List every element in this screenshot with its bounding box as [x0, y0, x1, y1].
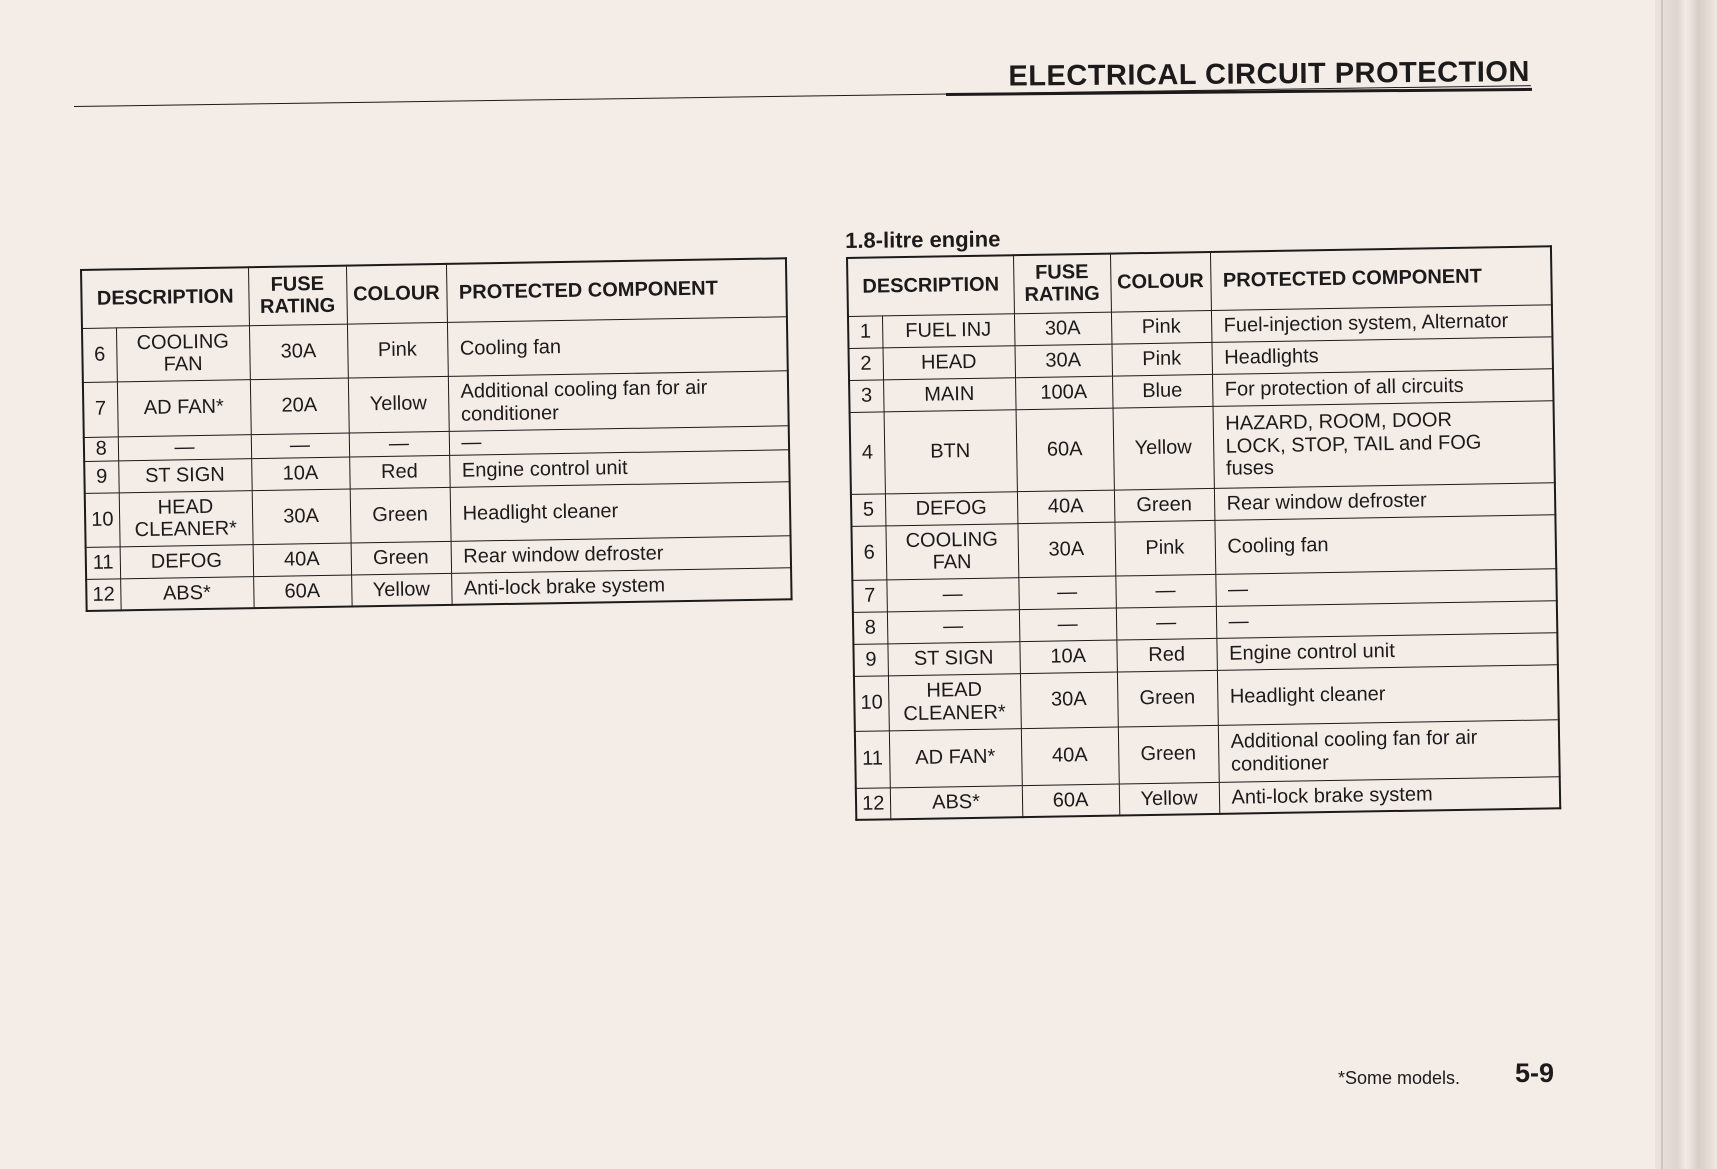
fuse-rating: 40A [1017, 490, 1115, 524]
fuse-description-line: CLEANER* [903, 700, 1006, 725]
protected-component-line: fuses [1225, 457, 1275, 480]
column-header-fuse-rating-line2: RATING [1024, 283, 1100, 307]
protected-component-line: Anti-lock brake system [463, 573, 666, 600]
fuse-number: 12 [856, 787, 891, 820]
column-header-fuse-rating-line1: FUSE [270, 272, 325, 296]
fuse-colour: Red [349, 455, 450, 489]
fuse-colour: — [1115, 574, 1216, 608]
fuse-description [116, 325, 250, 381]
fuse-description-line: ST SIGN [913, 646, 994, 670]
fuse-description [882, 313, 1015, 347]
fuse-colour: Pink [347, 322, 448, 378]
column-header-fuse-rating-line2: RATING [259, 295, 336, 319]
column-header-protected-component: PROTECTED COMPONENT [1210, 246, 1552, 310]
fuse-description [889, 728, 1022, 787]
fuse-colour: Yellow [348, 376, 449, 433]
fuse-table-right [846, 245, 1561, 821]
fuse-rating: 10A [251, 457, 350, 491]
protected-component-line: — [1228, 610, 1249, 633]
protected-component-line: conditioner [460, 401, 559, 426]
fuse-table-left [80, 257, 793, 612]
protected-component [450, 481, 791, 541]
fuse-number: 8 [84, 436, 118, 461]
fuse-number: 12 [86, 578, 121, 611]
protected-component [1218, 719, 1560, 782]
column-header-protected-component: PROTECTED COMPONENT [446, 258, 787, 322]
fuse-description-line: HEAD [920, 350, 977, 374]
fuse-number: 6 [82, 327, 117, 382]
fuse-description-line: FUEL INJ [905, 318, 992, 342]
fuse-colour: Pink [1111, 342, 1212, 376]
fuse-description-line: COOLING [136, 330, 230, 354]
fuse-description-line: FAN [163, 352, 203, 376]
fuse-description-line: DEFOG [150, 549, 223, 573]
fuse-rating: 30A [1014, 312, 1112, 346]
fuse-description-line: AD FAN* [915, 745, 996, 770]
protected-component-line: Cooling fan [459, 335, 562, 360]
protected-component-line: HAZARD, ROOM, DOOR [1225, 409, 1453, 436]
fuse-number: 3 [849, 379, 884, 412]
protected-component-line: Headlights [1224, 344, 1319, 369]
fuse-description [120, 576, 254, 610]
protected-component-line: Anti-lock brake system [1231, 782, 1433, 809]
protected-component [448, 370, 789, 431]
fuse-number: 7 [83, 381, 118, 437]
protected-component [1219, 776, 1560, 814]
column-header-fuse-rating [1013, 254, 1111, 314]
page-number: 5-9 [1515, 1058, 1555, 1088]
fuse-description-line: MAIN [924, 382, 975, 406]
fuse-number: 5 [851, 493, 886, 526]
fuse-colour: Green [1117, 670, 1218, 727]
fuse-description-line: — [942, 614, 964, 638]
fuse-description [883, 377, 1016, 411]
fuse-number: 8 [853, 611, 888, 644]
section-title: 1.8-litre engine [845, 226, 1001, 253]
fuse-description [118, 434, 251, 460]
fuse-colour: Pink [1111, 310, 1212, 344]
fuse-colour: — [349, 431, 449, 457]
protected-component [1214, 514, 1556, 574]
protected-component-line: Cooling fan [1227, 533, 1329, 558]
protected-component-line: — [1227, 578, 1249, 601]
fuse-number: 4 [850, 411, 885, 494]
fuse-description-line: CLEANER* [134, 517, 238, 542]
fuse-colour: Blue [1112, 374, 1213, 408]
fuse-description [884, 409, 1017, 493]
fuse-colour: Green [351, 541, 452, 575]
fuse-description-line: DEFOG [915, 496, 987, 520]
fuse-rating: 20A [250, 378, 349, 435]
fuse-colour: Green [1114, 488, 1215, 522]
fuse-number: 10 [85, 492, 120, 547]
fuse-number: 2 [849, 347, 884, 380]
column-header-description: DESCRIPTION [847, 255, 1014, 316]
protected-component-line: For protection of all circuits [1224, 374, 1464, 401]
fuse-number: 1 [848, 315, 883, 348]
table-row [850, 400, 1555, 494]
protected-component-line: Rear window defroster [463, 542, 664, 568]
fuse-description-line: — [942, 582, 963, 606]
protected-component-line: conditioner [1230, 751, 1329, 776]
fuse-rating: 10A [1019, 640, 1117, 674]
fuse-number: 6 [851, 525, 886, 580]
fuse-description [883, 345, 1016, 379]
protected-component-line: Additional cooling fan for air [1230, 726, 1478, 753]
fuse-number: 7 [852, 579, 887, 612]
fuse-description-line: HEAD [926, 678, 983, 702]
fuse-description [890, 785, 1023, 819]
fuse-description-line: FAN [932, 550, 972, 574]
fuse-rating: 60A [1016, 408, 1114, 492]
fuse-rating: 30A [249, 324, 348, 380]
fuse-rating: 30A [1014, 344, 1112, 378]
fuse-rating: — [1018, 576, 1116, 610]
fuse-rating: 60A [253, 575, 352, 609]
protected-component-line: Engine control unit [1228, 639, 1395, 665]
fuse-rating: 40A [1021, 727, 1119, 786]
fuse-description [118, 458, 252, 492]
fuse-number: 11 [855, 730, 890, 788]
protected-component [1217, 664, 1559, 725]
fuse-colour: Red [1116, 638, 1217, 672]
fuse-rating: — [1019, 608, 1117, 642]
fuse-description-line: COOLING [905, 528, 999, 552]
protected-component-line: — [461, 431, 482, 454]
fuse-description-line: HEAD [157, 495, 214, 519]
fuse-description [119, 490, 253, 546]
protected-component [1213, 400, 1555, 488]
footnote: *Some models. [1338, 1068, 1461, 1088]
fuse-description-line: BTN [930, 439, 971, 463]
protected-component-line: Headlight cleaner [1229, 683, 1386, 708]
fuse-colour: Pink [1114, 520, 1215, 576]
fuse-rating: 60A [1022, 784, 1120, 818]
protected-component-line: LOCK, STOP, TAIL and FOG [1225, 431, 1482, 458]
fuse-colour: Yellow [1119, 782, 1220, 816]
fuse-description [888, 673, 1021, 730]
page-title: ELECTRICAL CIRCUIT PROTECTION [1008, 56, 1530, 93]
column-header-fuse-rating-line1: FUSE [1034, 260, 1089, 284]
fuse-colour: Yellow [351, 573, 452, 607]
fuse-description [120, 544, 254, 578]
column-header-description: DESCRIPTION [81, 267, 249, 328]
fuse-description [887, 641, 1020, 675]
column-header-colour: COLOUR [1110, 252, 1211, 312]
protected-component [447, 316, 788, 376]
column-header-fuse-rating [248, 266, 347, 326]
fuse-colour: Yellow [1113, 406, 1214, 490]
fuse-description [117, 379, 251, 436]
fuse-description [885, 491, 1018, 525]
fuse-colour: Green [1118, 725, 1219, 784]
fuse-description-line: ABS* [931, 790, 981, 814]
fuse-description-line: AD FAN* [143, 395, 225, 420]
fuse-rating: 30A [1020, 672, 1118, 729]
fuse-rating: 30A [252, 489, 351, 545]
protected-component-line: Fuel-injection system, Alternator [1223, 309, 1509, 337]
fuse-rating: 100A [1015, 376, 1113, 410]
protected-component-line: Additional cooling fan for air [460, 376, 708, 403]
fuse-description [886, 577, 1019, 611]
header-rule [74, 85, 1531, 107]
protected-component-line: Headlight cleaner [462, 499, 619, 525]
fuse-rating: — [251, 433, 349, 459]
protected-component-line: Rear window defroster [1226, 489, 1427, 515]
fuse-number: 11 [86, 546, 121, 579]
page-edge [1655, 0, 1717, 1169]
fuse-description-line: — [174, 435, 195, 459]
fuse-number: 9 [84, 460, 119, 493]
fuse-rating: 30A [1017, 522, 1115, 578]
fuse-description-line: ST SIGN [144, 463, 225, 487]
fuse-number: 10 [854, 675, 889, 731]
column-header-colour: COLOUR [346, 264, 447, 324]
fuse-rating: 40A [253, 543, 352, 577]
fuse-description [887, 609, 1020, 643]
fuse-colour: — [1116, 606, 1217, 640]
fuse-description-line: ABS* [162, 581, 211, 605]
protected-component [451, 567, 791, 605]
fuse-colour: Green [350, 487, 451, 543]
fuse-number: 9 [853, 643, 888, 676]
protected-component-line: Engine control unit [461, 456, 628, 482]
fuse-description [885, 523, 1018, 579]
